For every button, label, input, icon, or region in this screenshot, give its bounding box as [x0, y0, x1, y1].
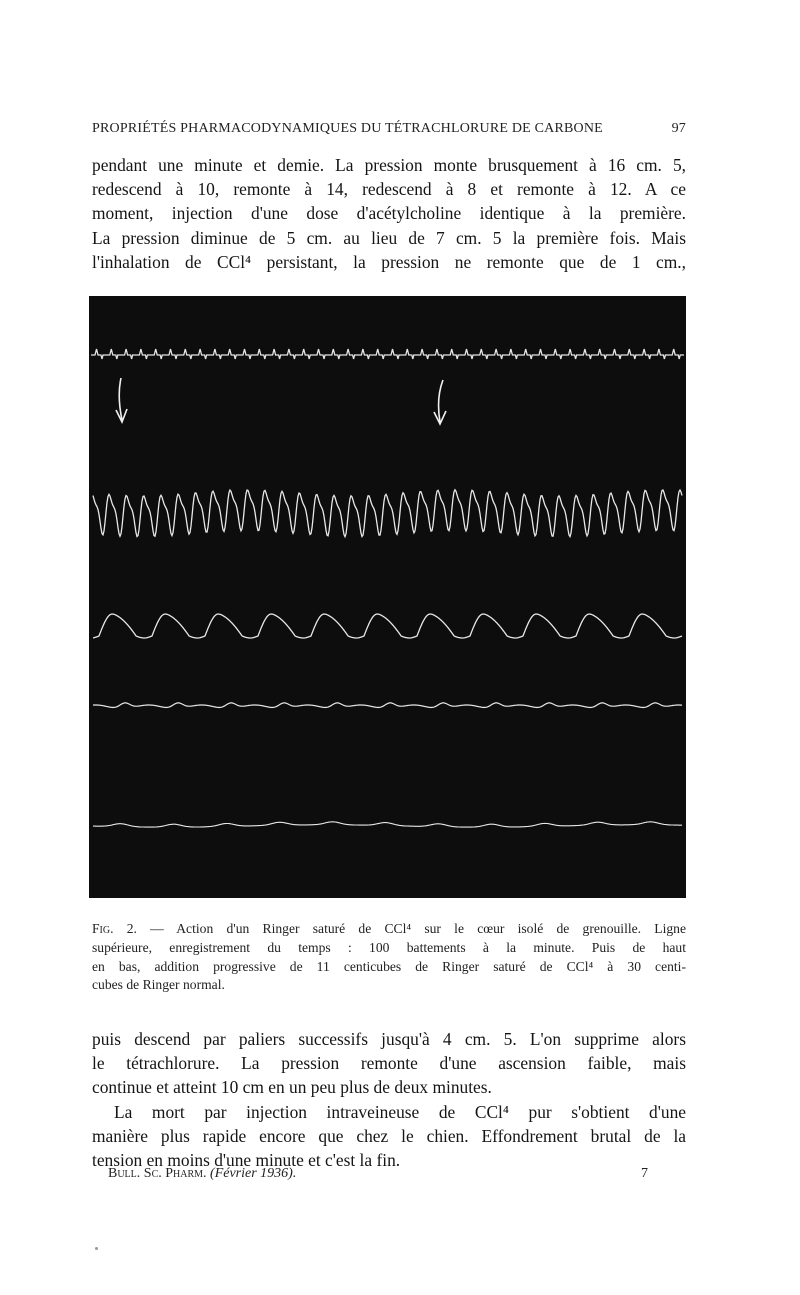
text-line: continue et atteint 10 cm en un peu plus de deux minutes.	[92, 1077, 492, 1098]
figure-label: Fig. 2.	[92, 921, 137, 936]
text-line: tension en moins d'une minute et c'est la fin.	[92, 1150, 401, 1171]
page-number: 97	[671, 121, 686, 136]
text-line: puis descend par paliers successifs jusqu'à 4 cm. 5. L'on supprime alors	[92, 1029, 686, 1049]
text-line: manière plus rapide encore que chez le chien. Effondrement brutal de la	[92, 1125, 686, 1146]
print-speck	[95, 1247, 98, 1250]
text-line: l'inhalation de CCl⁴ persistant, la pression ne remonte que de 1 cm.,	[92, 251, 686, 272]
kymograph-figure	[89, 296, 686, 898]
page-footer	[108, 1166, 648, 1182]
caption-line: en bas, addition progressive de 11 centicubes de Ringer saturé de CCl⁴ à 30 centi-	[92, 958, 686, 974]
text-line: pendant une minute et demie. La pression monte brusquement à 16 cm. 5,	[92, 155, 686, 175]
paragraph-bottom	[92, 1027, 686, 1172]
caption-line: supérieure, enregistrement du temps : 100 battements à la minute. Puis de haut	[92, 939, 686, 955]
text-line: moment, injection d'une dose d'acétylcholine identique à la première.	[92, 203, 686, 224]
sheet-number: 7	[641, 1166, 648, 1181]
caption-line: — Action d'un Ringer saturé de CCl⁴ sur le cœur isolé de grenouille. Ligne	[150, 921, 687, 936]
figure-caption	[92, 920, 686, 995]
journal-name: Bull. Sc. Pharm.	[108, 1166, 207, 1181]
text-line: La pression diminue de 5 cm. au lieu de 7 cm. 5 la première fois. Mais	[92, 227, 686, 248]
caption-line: cubes de Ringer normal.	[92, 977, 225, 993]
figure-background	[89, 296, 686, 898]
running-head	[92, 121, 686, 137]
text-line: redescend à 10, remonte à 14, redescend à 8 et remonte à 12. A ce	[92, 179, 686, 200]
kymograph-tracings	[89, 296, 686, 898]
issue-date: (Février 1936).	[210, 1166, 297, 1181]
text-line: le tétrachlorure. La pression remonte d'une ascension faible, mais	[92, 1053, 686, 1074]
text-line: La mort par injection intraveineuse de CCl⁴ pur s'obtient d'une	[114, 1101, 686, 1122]
paragraph-top	[92, 153, 686, 274]
running-head-title: PROPRIÉTÉS PHARMACODYNAMIQUES DU TÉTRACHLORURE DE CARBONE	[92, 121, 603, 136]
